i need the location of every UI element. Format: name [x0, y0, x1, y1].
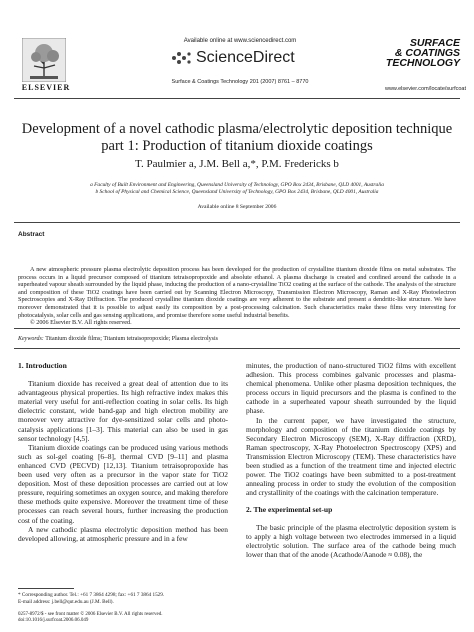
- publisher-name: ELSEVIER: [21, 83, 71, 92]
- abstract-body: [18, 266, 456, 327]
- paragraph: A new cathodic plasma electrolytic deposition method has been developed allowing, at atmospheric pressure and in a few: [18, 524, 228, 543]
- journal-url[interactable]: www.elsevier.com/locate/surfcoat: [384, 86, 466, 92]
- title-line: part 1: Production of titanium dioxide coatings: [101, 138, 373, 154]
- keywords-label: Keywords:: [18, 336, 44, 342]
- header-rule: [14, 98, 460, 99]
- paragraph: Titanium dioxide coatings can be produced using various methods such as sol-gel coating [6–8], thermal CVD [9–11] and plasma enhanced CVD (PECVD) [12,13]. Titanium tetraisopropoxide has been used very often as a precursor in the vapor state for TiO2 deposition. Most of these deposition processes are carried out at low pressure, requiring sometimes an oxygen source, and making therefore these methods quite expensive. Moreover the treatment time of these processes can reach several hours, further increasing the production cost of the coating.: [18, 442, 228, 525]
- paragraph: The basic principle of the plasma electrolytic deposition system is to apply a high voltage between two electrodes immersed in a liquid electrolytic solution. The surface area of the cathode being much lower than that of the anode (Acathode/Aanode ≈ 0.08), the: [246, 522, 456, 559]
- abstract-bottom-rule: [14, 328, 460, 329]
- abstract-heading: Abstract: [18, 231, 45, 238]
- keywords-rule: [14, 348, 460, 349]
- doi-line[interactable]: doi:10.1016/j.surfcoat.2006.06.049: [18, 618, 89, 624]
- paragraph: In the current paper, we have investigated the structure, morphology and composition of the titanium dioxide coatings by Secondary Electron Microscopy (SEM), X-Ray diffraction (XRD), Raman spectroscopy, X-Ray Photoelectron Spectroscopy (XPS) and Transmission Electron Microscopy (TEM). These characteristics have been studied as a function of the treatment time and injected electric power. The TiO2 coatings have been submitted to a post-treatment annealing process in order to study the evolution of the composition and crystallinity of the coatings with the calcination temperature.: [246, 415, 456, 498]
- paragraph: minutes, the production of nano-structured TiO2 films with excellent adhesion. This process combines galvanic processes and plasma-chemical phenomena. Unlike other plasma deposition techniques, the process occurs in liquid precursors and the plasma is confined to the cathode in a superheated vapour sheath surrounded by the liquid phase.: [246, 361, 456, 416]
- author-list: T. Paulmier a, J.M. Bell a,*, P.M. Fredericks b: [135, 158, 339, 170]
- section-heading-experimental: 2. The experimental set-up: [246, 505, 333, 515]
- abstract-text: A new atmospheric pressure plasma electrolytic deposition process has been developed for the production of crystalline titanium dioxide films on metal substrates. The process occurs in a liquid precursor composed of titanium tetraisopropoxide and absolute ethanol. A plasma discharge is created and confined around the cathode in a superheated vapour sheath surrounded by the liquid phase, inducing the production of a nano-crystalline TiO2 coating at the surface of the cathode. The analysis of the structure and composition of these TiO2 coatings have been carried out by Scanning Electron Microscopy, Transmission Electron Microscopy, Raman and X-Ray Photoelectron Spectroscopies and X-Ray Diffraction. The produced crystalline titanium dioxide coatings are very adherent to the substrate and present a dendritic-like structure. We have moreover demonstrated that it is possible to adjust easily its composition by a post-processing calcination. Such characteristics make these films very interesting for photocatalysis, solar cells and gas sensing applications, and promise therefore some useful industrial benefits.: [18, 266, 456, 319]
- journal-citation: Surface & Coatings Technology 201 (2007) 8761 – 8770: [171, 79, 309, 85]
- journal-logo: [384, 38, 460, 68]
- keywords-text: Titanium dioxide films; Titanium tetraisopropoxide; Plasma electrolysis: [45, 336, 218, 342]
- journal-logo-line: TECHNOLOGY: [385, 57, 460, 69]
- email-note: E-mail address: j.bell@qut.edu.au (J.M. Bell).: [18, 598, 114, 605]
- issn-line: 0257-8972/$ - see front matter © 2006 Elsevier B.V. All rights reserved.: [18, 612, 163, 617]
- left-column: [18, 361, 228, 543]
- journal-logo-line: SURFACE: [409, 37, 460, 49]
- footnotes: [18, 592, 228, 605]
- abstract-top-rule: [14, 222, 460, 223]
- journal-logo-line: & COATINGS: [394, 47, 460, 59]
- elsevier-tree-logo: [22, 38, 66, 82]
- keywords-line: [18, 336, 456, 342]
- right-column: [246, 361, 456, 559]
- abstract-copyright: © 2006 Elsevier B.V. All rights reserved.: [30, 319, 132, 327]
- issn-doi: [18, 612, 228, 624]
- affiliation-b: b School of Physical and Chemical Science, Queensland University of Technology, GPO Box 2434, Brisbane, QLD 4001, Australia: [95, 189, 379, 195]
- sciencedirect-icon: [170, 49, 192, 67]
- received-date: Available online 8 September 2006: [197, 204, 277, 210]
- corresponding-author-note: * Corresponding author. Tel.: +61 7 3864 4298; fax: +61 7 3864 1529.: [18, 592, 165, 598]
- sciencedirect-wordmark: ScienceDirect: [196, 49, 295, 66]
- title-line: Development of a novel cathodic plasma/electrolytic deposition technique: [21, 121, 453, 137]
- footnote-rule: [18, 588, 74, 589]
- paragraph: Titanium dioxide has received a great deal of attention due to its advantageous physical properties. Its high refractive index makes this material very useful for anti-reflection coating in solar cells. Its high dielectric constant, wide band-gap and high electron mobility are moreover very attractive for dye-sensitized solar cells and photo-catalysis applications [1–3]. This material can also be used in gas sensor technology [4,5].: [18, 379, 228, 443]
- section-heading-introduction: 1. Introduction: [18, 361, 67, 370]
- available-online-text: Available online at www.sciencedirect.com: [183, 38, 297, 44]
- sciencedirect-logo: [170, 48, 295, 68]
- affiliation-a: a Faculty of Built Environment and Engineering, Queensland University of Technology, GPO Box 2434, Brisbane, QLD 4001, Australia: [90, 182, 384, 188]
- article-title: [20, 121, 454, 155]
